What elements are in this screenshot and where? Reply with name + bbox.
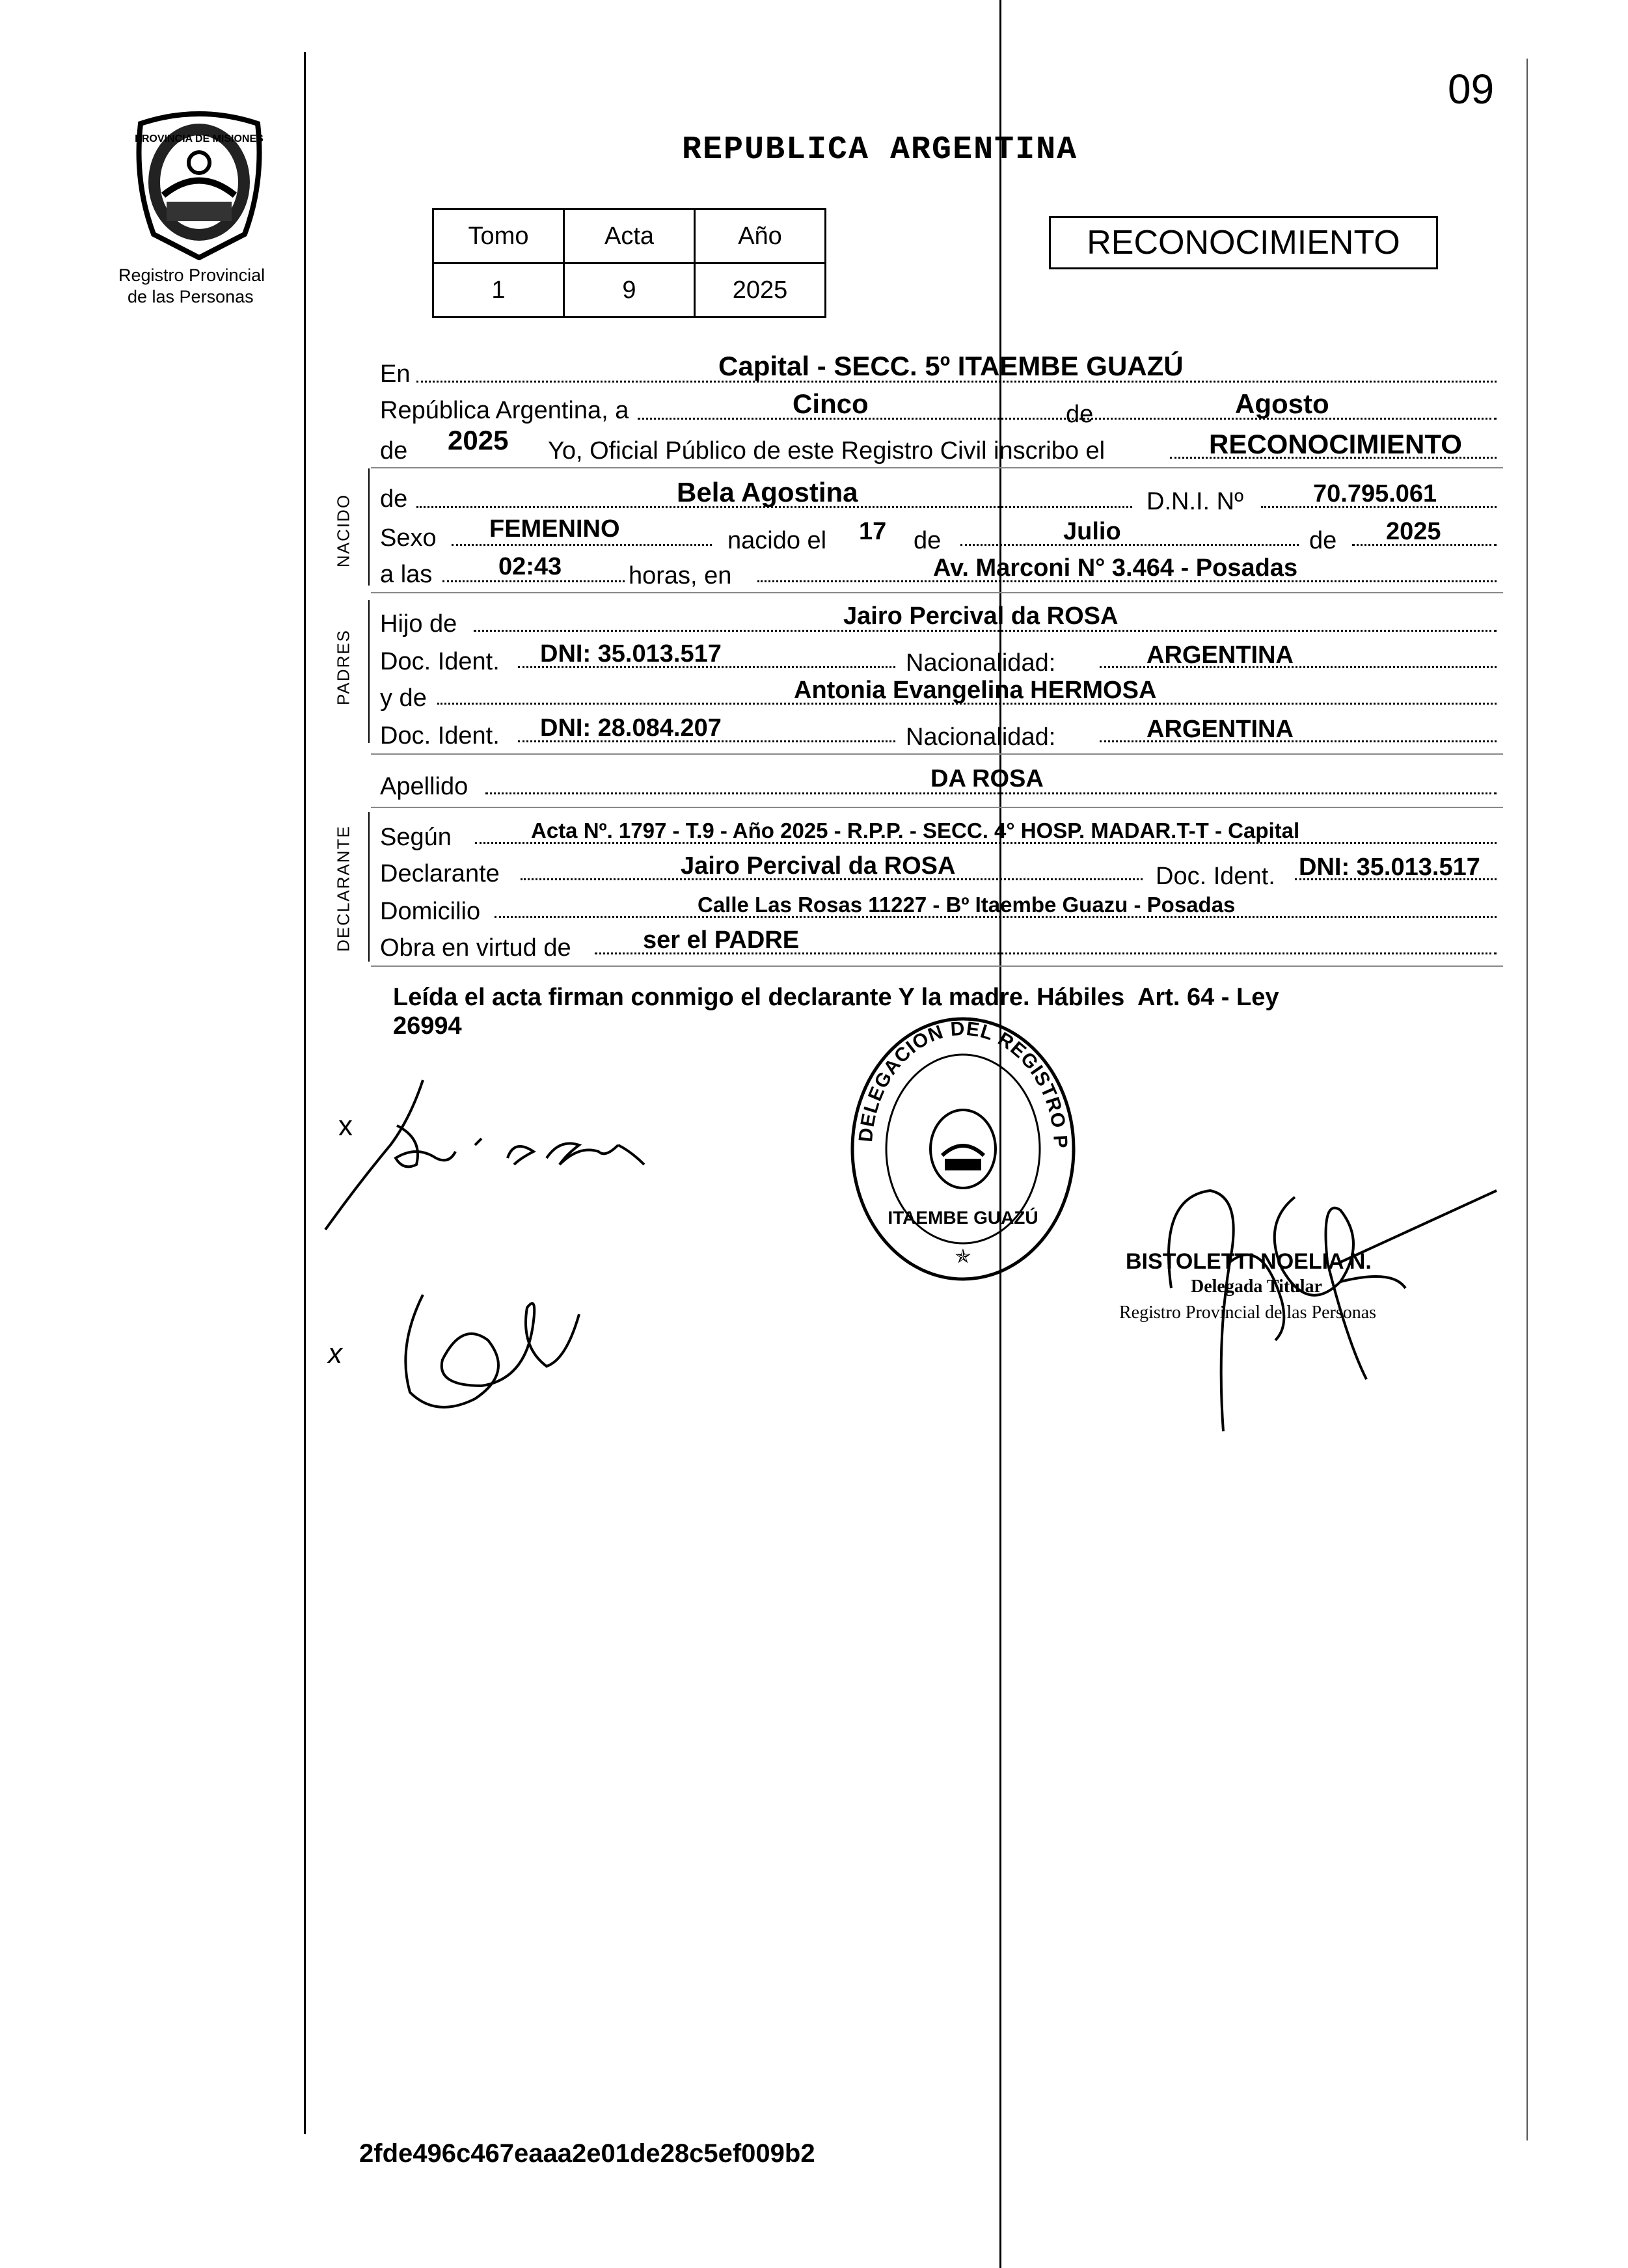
svg-text:PROVINCIA DE MISIONES: PROVINCIA DE MISIONES	[135, 133, 264, 144]
padre-value: Jairo Percival da ROSA	[843, 602, 1119, 630]
inscripcion-value: RECONOCIMIENTO	[1209, 429, 1462, 459]
section-bracket-padres	[368, 600, 370, 743]
anio-header: Año	[695, 209, 826, 263]
logo-caption-line1: Registro Provincial	[118, 265, 265, 285]
document-hash: 2fde496c467eaaa2e01de28c5ef009b2	[359, 2139, 815, 2168]
register-table-value-row	[433, 263, 826, 317]
mes-value: Agosto	[1235, 388, 1329, 419]
alas-label: a las	[380, 561, 433, 588]
logo-caption-line2: de las Personas	[128, 287, 254, 306]
closing-text-line1: Leída el acta firman conmigo el declarante Y la madre. Hábiles Art. 64 - Ley	[393, 984, 1279, 1011]
right-margin-line	[1526, 59, 1528, 2140]
dni-value: 70.795.061	[1313, 480, 1437, 507]
section-label-declarante: DECLARANTE	[333, 825, 353, 952]
en-value: Capital - SECC. 5º ITAEMBE GUAZÚ	[718, 351, 1184, 381]
sexo-label: Sexo	[380, 524, 437, 552]
hora-value: 02:43	[498, 553, 562, 580]
official-role: Delegada Titular	[1191, 1276, 1322, 1297]
section-label-nacido: NACIDO	[333, 493, 353, 568]
domicilio-label: Domicilio	[380, 898, 481, 925]
declarante-label: Declarante	[380, 860, 500, 887]
nacido-dia: 17	[859, 518, 887, 545]
segun-label: Según	[380, 824, 452, 851]
official-name: BISTOLETTI NOELIA N.	[1126, 1249, 1372, 1274]
anio-de-label: de	[380, 437, 408, 465]
page-number: 09	[1448, 66, 1495, 113]
nacido-label: nacido el	[727, 527, 827, 554]
obra-label: Obra en virtud de	[380, 934, 571, 962]
doc1-value: DNI: 35.013.517	[540, 640, 722, 668]
doc2-label: Doc. Ident.	[380, 722, 500, 749]
divider-5	[371, 965, 1503, 967]
horas-label: horas, en	[629, 562, 732, 589]
nombre-label: de	[380, 485, 408, 513]
nacido-mes-dots	[960, 544, 1299, 546]
madre-signature	[384, 1269, 605, 1425]
hora-dots	[442, 580, 625, 582]
doc1-label: Doc. Ident.	[380, 648, 500, 675]
hijo-dots	[474, 630, 1497, 632]
delegation-round-seal	[846, 1012, 1080, 1286]
section-label-padres: PADRES	[333, 629, 353, 705]
republica-label: República Argentina, a	[380, 397, 629, 424]
anio-value: 2025	[695, 263, 826, 317]
section-bracket-nacido	[368, 468, 370, 586]
tomo-value: 1	[433, 263, 564, 317]
document-title: REPUBLICA ARGENTINA	[682, 131, 1078, 169]
en-label: En	[380, 360, 411, 388]
svg-text:DELEGACION DEL REGISTRO PROVIN: DELEGACION DEL REGISTRO P	[855, 1018, 1072, 1150]
hijo-label: Hijo de	[380, 610, 457, 638]
nacido-de-label: de	[914, 527, 942, 554]
official-office: Registro Provincial de las Personas	[1119, 1303, 1377, 1323]
divider-2	[371, 592, 1503, 593]
register-table-header-row	[433, 209, 826, 263]
left-margin-line	[304, 52, 306, 2134]
segun-value: Acta Nº. 1797 - T.9 - Año 2025 - R.P.P. - SECC. 4° HOSP. MADAR.T-T - Capital	[531, 818, 1300, 843]
nacido-anio: 2025	[1386, 518, 1441, 545]
nac1-value: ARGENTINA	[1146, 641, 1294, 669]
nac1-label: Nacionalidad:	[906, 649, 1056, 677]
sexo-value: FEMENINO	[489, 515, 620, 543]
signature-mark-1: x	[338, 1110, 353, 1142]
province-seal-logo	[128, 104, 271, 260]
svg-text:ITAEMBE GUAZÚ: ITAEMBE GUAZÚ	[888, 1208, 1038, 1228]
doc3-label: Doc. Ident.	[1156, 863, 1275, 890]
nac2-label: Nacionalidad:	[906, 723, 1056, 751]
domicilio-value: Calle Las Rosas 11227 - Bº Itaembe Guazu - Posadas	[698, 893, 1236, 917]
dia-value: Cinco	[793, 388, 869, 419]
yde-label: y de	[380, 684, 427, 712]
divider-3	[371, 753, 1503, 755]
signature-mark-2: x	[328, 1338, 342, 1370]
yo-text: Yo, Oficial Público de este Registro Civil inscribo el	[548, 437, 1106, 465]
obra-value: ser el PADRE	[643, 926, 800, 954]
tomo-header: Tomo	[433, 209, 564, 263]
apellido-value: DA ROSA	[930, 765, 1044, 792]
nombre-value: Bela Agostina	[677, 477, 858, 507]
declarante-signature	[319, 1067, 722, 1236]
svg-text:✯: ✯	[955, 1245, 971, 1268]
mes-de-label: de	[1066, 401, 1094, 428]
apellido-label: Apellido	[380, 773, 468, 800]
nacido-mes: Julio	[1063, 518, 1121, 545]
official-signature	[1132, 1132, 1523, 1444]
acta-value: 9	[564, 263, 695, 317]
sexo-dots	[452, 544, 712, 546]
apellido-dots	[485, 792, 1497, 794]
section-bracket-declarante	[368, 812, 370, 962]
divider-4	[371, 807, 1503, 808]
declarante-value: Jairo Percival da ROSA	[681, 852, 956, 880]
register-table	[432, 208, 826, 318]
acta-header: Acta	[564, 209, 695, 263]
province-seal-icon	[128, 104, 271, 260]
nac2-value: ARGENTINA	[1146, 716, 1294, 743]
anio-value: 2025	[448, 425, 509, 455]
madre-value: Antonia Evangelina HERMOSA	[794, 677, 1157, 704]
doc2-value: DNI: 28.084.207	[540, 714, 722, 742]
acta-type-box: RECONOCIMIENTO	[1049, 216, 1438, 269]
nacido-de2-label: de	[1309, 527, 1337, 554]
divider-1	[371, 467, 1503, 468]
doc3-value: DNI: 35.013.517	[1299, 854, 1480, 881]
lugar-value: Av. Marconi N° 3.464 - Posadas	[933, 554, 1298, 582]
closing-text-line2: 26994	[393, 1012, 462, 1040]
dni-label: D.N.I. Nº	[1146, 488, 1243, 515]
